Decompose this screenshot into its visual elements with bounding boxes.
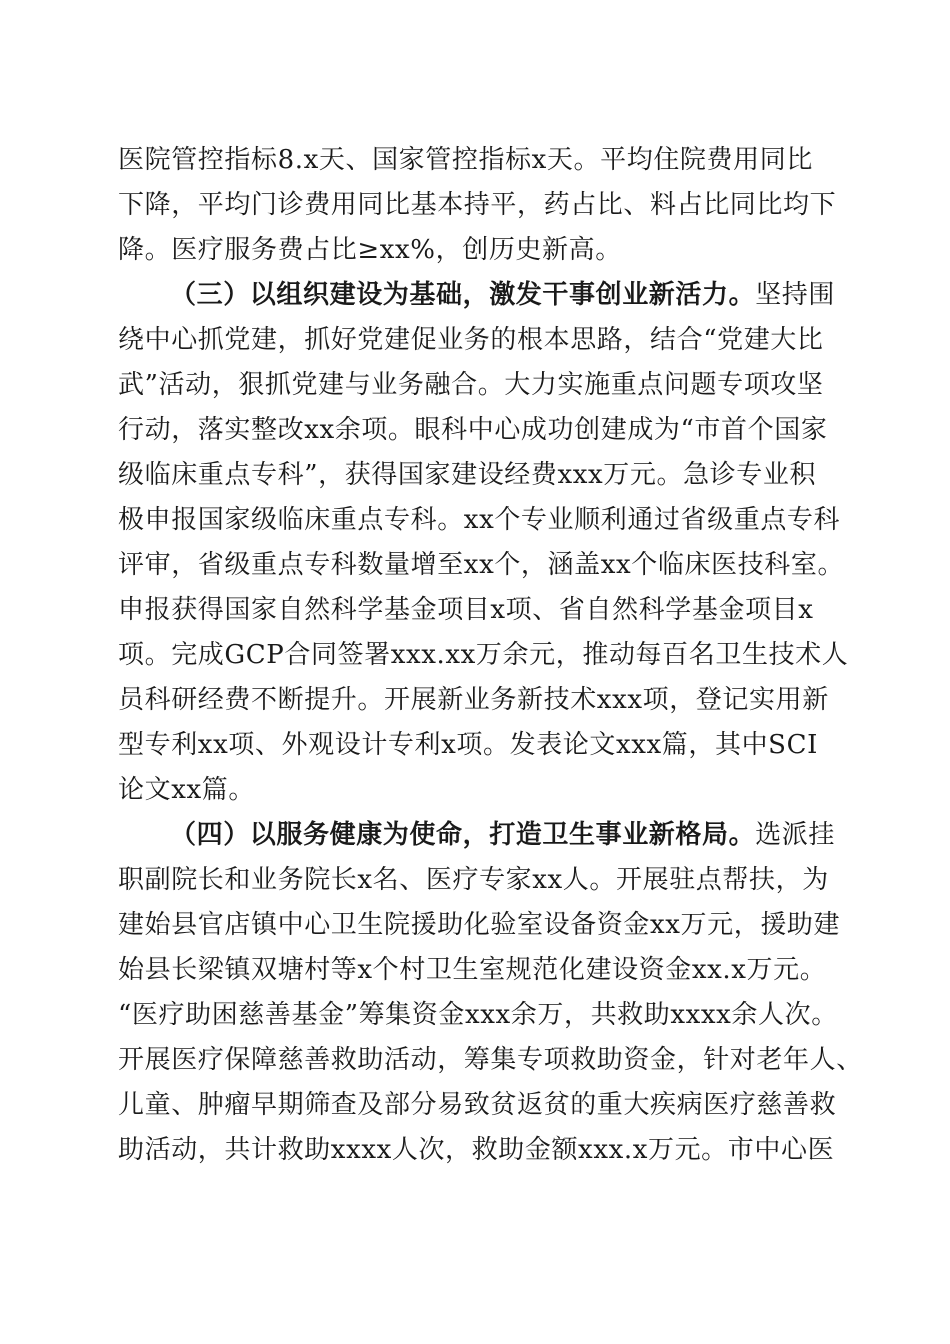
body-text: 选派挂 (755, 820, 836, 850)
body-line: 儿童、肿瘤早期筛查及部分易致贫返贫的重大疾病医疗慈善救 (118, 1090, 837, 1120)
body-line: 行动，落实整改xx余项。眼科中心成功创建成为“市首个国家 (118, 415, 828, 445)
section-heading-line (170, 813, 838, 857)
body-line: “医疗助困慈善基金”筹集资金xxx余万，共救助xxxx余人次。 (118, 1000, 838, 1030)
body-line: 下降，平均门诊费用同比基本持平，药占比、料占比同比均下 (118, 190, 837, 220)
body-line: 级临床重点专科”，获得国家建设经费xxx万元。急诊专业积 (118, 460, 817, 490)
body-line: 员科研经费不断提升。开展新业务新技术xxx项，登记实用新 (118, 685, 829, 715)
body-line: 项。完成GCP合同签署xxx.xx万余元，推动每百名卫生技术人 (118, 640, 849, 670)
body-line: 武”活动，狠抓党建与业务融合。大力实施重点问题专项攻坚 (118, 370, 824, 400)
body-line: 绕中心抓党建，抓好党建促业务的根本思路，结合“党建大比 (118, 325, 824, 355)
body-line: 申报获得国家自然科学基金项目x项、省自然科学基金项目x (118, 595, 814, 625)
body-line: 医院管控指标8.x天、国家管控指标x天。平均住院费用同比 (118, 145, 813, 175)
section-heading-line (170, 273, 838, 317)
section-heading-four: （四）以服务健康为使命，打造卫生事业新格局。 (170, 820, 756, 850)
body-line: 评审，省级重点专科数量增至xx个，涵盖xx个临床医技科室。 (118, 550, 845, 580)
body-line: 建始县官店镇中心卫生院援助化验室设备资金xx万元，援助建 (118, 910, 841, 940)
body-line: 助活动，共计救助xxxx人次，救助金额xxx.x万元。市中心医 (118, 1135, 835, 1165)
body-line: 极申报国家级临床重点专科。xx个专业顺利通过省级重点专科 (118, 505, 841, 535)
section-heading-three: （三）以组织建设为基础，激发干事创业新活力。 (170, 280, 756, 310)
body-line: 降。医疗服务费占比≥xx%，创历史新高。 (118, 235, 622, 265)
body-line: 职副院长和业务院长x名、医疗专家xx人。开展驻点帮扶，为 (118, 865, 829, 895)
body-text: 坚持围 (755, 280, 836, 310)
body-line: 始县长梁镇双塘村等x个村卫生室规范化建设资金xx.x万元。 (118, 955, 827, 985)
body-line: 开展医疗保障慈善救助活动，筹集专项救助资金，针对老年人、 (118, 1045, 863, 1075)
body-line: 型专利xx项、外观设计专利x项。发表论文xxx篇，其中SCI (118, 730, 818, 760)
body-line: 论文xx篇。 (118, 775, 255, 805)
